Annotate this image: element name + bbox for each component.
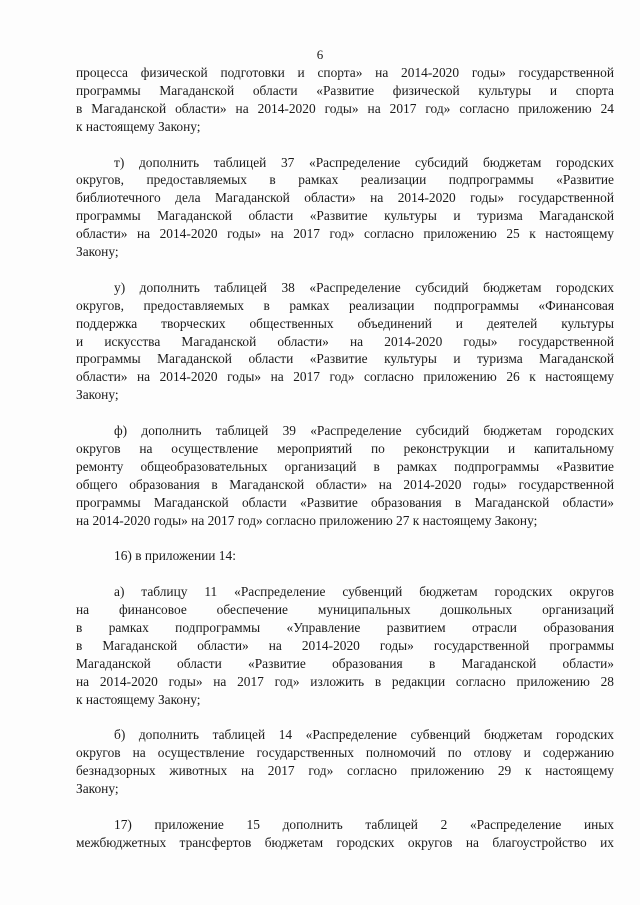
paragraph-item-16 [76, 547, 614, 565]
text-line: общего образования в Магаданской области» на 2014-2020 годы» государственной [76, 476, 614, 492]
text-line: округов, предоставляемых в рамках реализации подпрограммы «Развитие [76, 172, 614, 188]
text-line: программы Магаданской области «Развитие образования в Магаданской области» [76, 494, 614, 510]
text-line: у) дополнить таблицей 38 «Распределение субсидий бюджетам городских [114, 279, 614, 295]
paragraph-continuation [76, 64, 614, 136]
text-line: библиотечного дела Магаданской области» на 2014-2020 годы» государственной [76, 190, 614, 206]
text-line: округов на осуществление государственных полномочий по отлову и содержанию [76, 745, 614, 761]
paragraph-item-17 [76, 816, 614, 852]
paragraph-item-f [76, 422, 614, 529]
text-line: на 2014-2020 годы» на 2017 год» изложить в редакции согласно приложению 28 [76, 673, 614, 689]
text-line: области» на 2014-2020 годы» на 2017 год» согласно приложению 25 к настоящему [76, 226, 614, 242]
text-line: программы Магаданской области «Развитие культуры и туризма Магаданской [76, 208, 614, 224]
paragraph-item-a [76, 583, 614, 708]
text-line: к настоящему Закону; [76, 691, 201, 707]
text-line: области» на 2014-2020 годы» на 2017 год» согласно приложению 26 к настоящему [76, 369, 614, 385]
text-line: межбюджетных трансфертов бюджетам городских округов на благоустройство их [76, 834, 614, 850]
text-line: программы Магаданской области «Развитие культуры и туризма Магаданской [76, 351, 614, 367]
text-line: поддержка творческих общественных объединений и деятелей культуры [76, 315, 614, 331]
text-line: в Магаданской области» на 2014-2020 годы» государственной программы [76, 637, 614, 653]
text-line: к настоящему Закону; [76, 118, 201, 134]
text-line: 17) приложение 15 дополнить таблицей 2 «Распределение иных [114, 816, 614, 832]
text-line: и искусства Магаданской области» на 2014-2020 годы» государственной [76, 333, 614, 349]
text-line: б) дополнить таблицей 14 «Распределение субвенций бюджетам городских [114, 727, 614, 743]
paragraph-item-u [76, 279, 614, 404]
text-line: Закону; [76, 244, 119, 260]
text-line: Закону; [76, 781, 119, 797]
text-line: Закону; [76, 387, 119, 403]
text-line: ф) дополнить таблицей 39 «Распределение субсидий бюджетам городских [114, 423, 614, 439]
text-line: на 2014-2020 годы» на 2017 год» согласно приложению 27 к настоящему Закону; [76, 512, 538, 528]
paragraph-item-b [76, 726, 614, 798]
text-line: в Магаданской области» на 2014-2020 годы» на 2017 год» согласно приложению 24 [76, 100, 614, 116]
text-line: на финансовое обеспечение муниципальных дошкольных организаций [76, 602, 614, 618]
text-line: процесса физической подготовки и спорта» на 2014-2020 годы» государственной [76, 65, 614, 80]
paragraph-item-t [76, 154, 614, 261]
text-line: т) дополнить таблицей 37 «Распределение субсидий бюджетам городских [114, 154, 614, 170]
page-number: 6 [316, 47, 324, 62]
text-line: а) таблицу 11 «Распределение субвенций бюджетам городских округов [114, 584, 614, 600]
text-line: округов на осуществление мероприятий по реконструкции и капитальному [76, 440, 614, 456]
text-line: в рамках подпрограммы «Управление развитием отрасли образования [76, 620, 614, 636]
text-line: Магаданской области «Развитие образования в Магаданской области» [76, 655, 614, 671]
document-body [76, 64, 614, 852]
text-line: программы Магаданской области «Развитие физической культуры и спорта [76, 82, 614, 98]
text-line: ремонту общеобразовательных организаций в рамках подпрограммы «Развитие [76, 458, 614, 474]
text-line: безнадзорных животных на 2017 год» согласно приложению 29 к настоящему [76, 763, 614, 779]
text-line: округов, предоставляемых в рамках реализации подпрограммы «Финансовая [76, 297, 614, 313]
text-line: 16) в приложении 14: [114, 548, 236, 564]
